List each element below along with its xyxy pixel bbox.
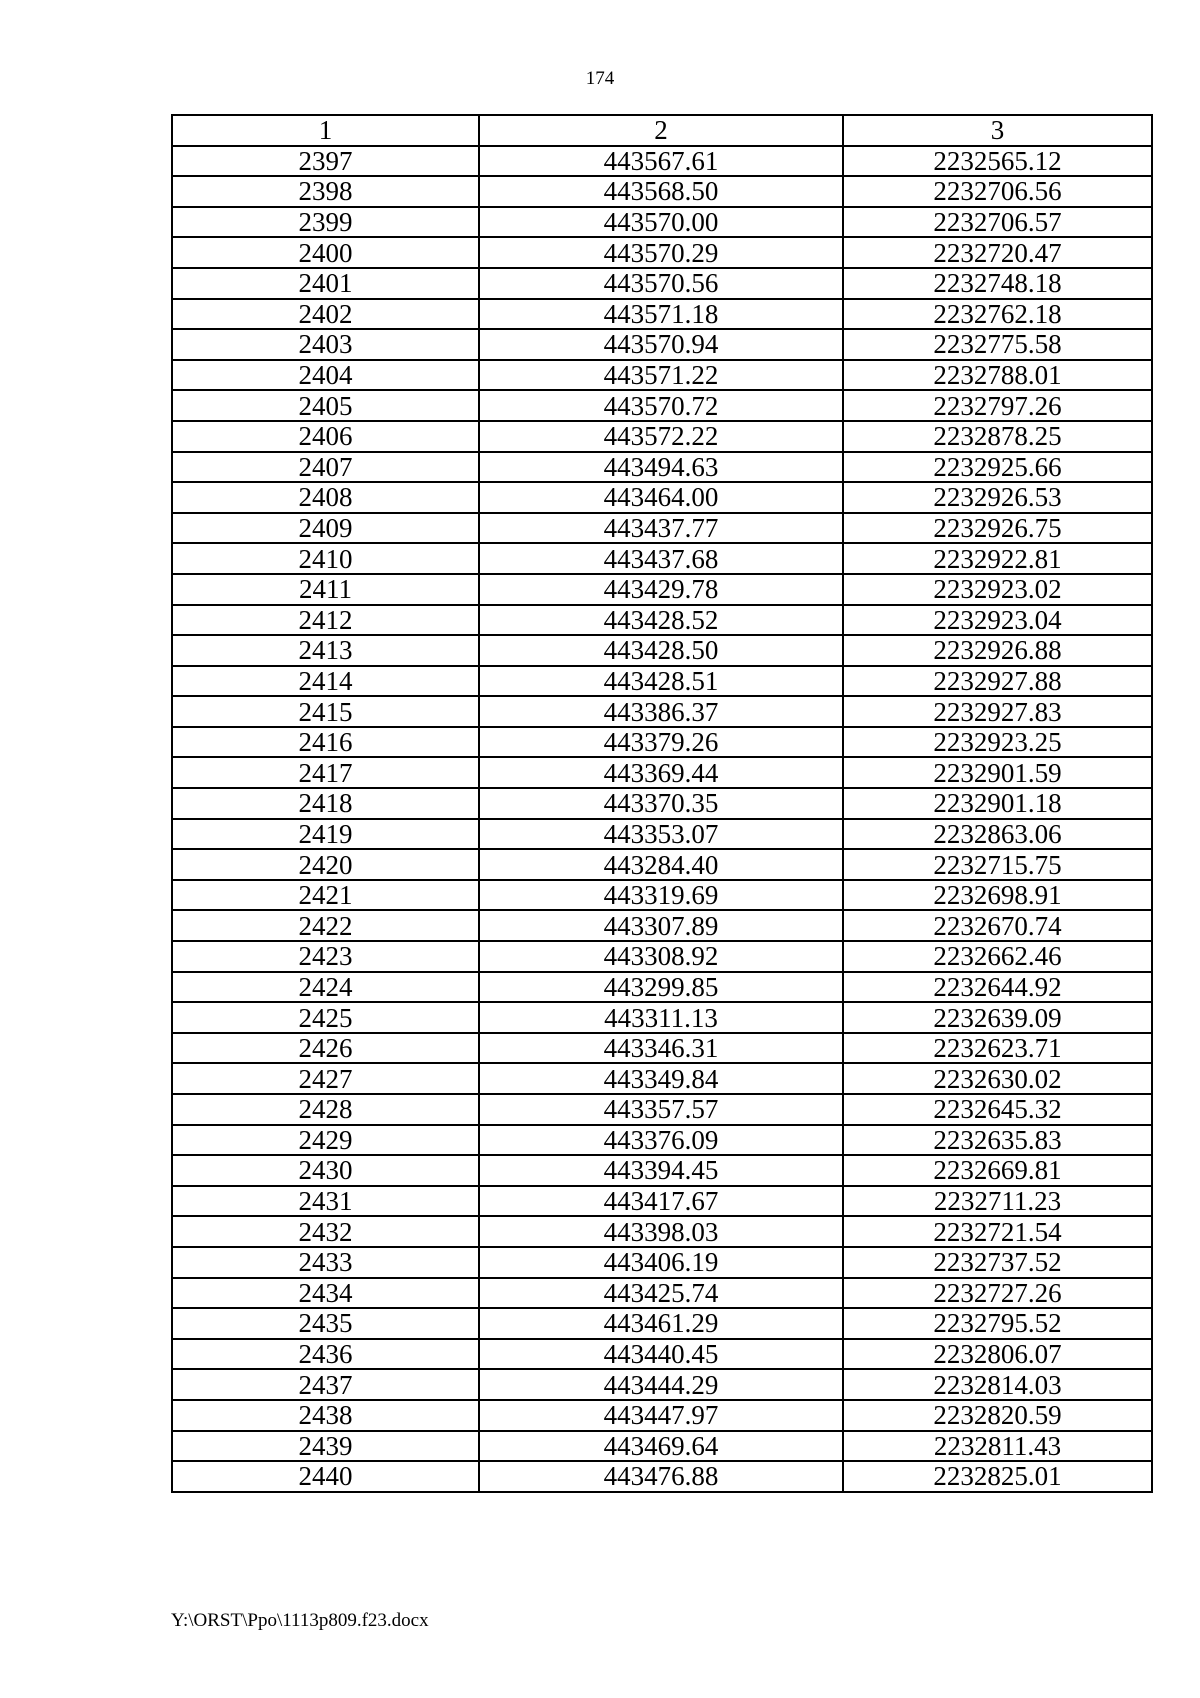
table-row bbox=[172, 727, 1152, 758]
table-row bbox=[172, 972, 1152, 1003]
point-number-cell: 2405 bbox=[172, 390, 479, 421]
point-number-cell: 2420 bbox=[172, 849, 479, 880]
x-coordinate-cell: 443494.63 bbox=[479, 452, 843, 483]
y-coordinate-cell: 2232811.43 bbox=[843, 1431, 1152, 1462]
x-coordinate-cell: 443571.18 bbox=[479, 299, 843, 330]
x-coordinate-cell: 443370.35 bbox=[479, 788, 843, 819]
x-coordinate-cell: 443567.61 bbox=[479, 146, 843, 177]
x-coordinate-cell: 443428.51 bbox=[479, 666, 843, 697]
x-coordinate-cell: 443425.74 bbox=[479, 1278, 843, 1309]
point-number-cell: 2421 bbox=[172, 880, 479, 911]
x-coordinate-cell: 443440.45 bbox=[479, 1339, 843, 1370]
point-number-cell: 2424 bbox=[172, 972, 479, 1003]
table-row bbox=[172, 268, 1152, 299]
point-number-cell: 2432 bbox=[172, 1216, 479, 1247]
point-number-cell: 2401 bbox=[172, 268, 479, 299]
y-coordinate-cell: 2232926.75 bbox=[843, 513, 1152, 544]
point-number-cell: 2430 bbox=[172, 1155, 479, 1186]
table-row bbox=[172, 605, 1152, 636]
table-row bbox=[172, 849, 1152, 880]
table-row bbox=[172, 1339, 1152, 1370]
point-number-cell: 2397 bbox=[172, 146, 479, 177]
table-row bbox=[172, 696, 1152, 727]
point-number-cell: 2404 bbox=[172, 360, 479, 391]
y-coordinate-cell: 2232670.74 bbox=[843, 910, 1152, 941]
x-coordinate-cell: 443376.09 bbox=[479, 1125, 843, 1156]
y-coordinate-cell: 2232644.92 bbox=[843, 972, 1152, 1003]
table-header-row bbox=[172, 115, 1152, 146]
point-number-cell: 2437 bbox=[172, 1369, 479, 1400]
x-coordinate-cell: 443437.68 bbox=[479, 543, 843, 574]
y-coordinate-cell: 2232706.56 bbox=[843, 176, 1152, 207]
table-row bbox=[172, 788, 1152, 819]
point-number-cell: 2429 bbox=[172, 1125, 479, 1156]
x-coordinate-cell: 443406.19 bbox=[479, 1247, 843, 1278]
table-row bbox=[172, 146, 1152, 177]
point-number-cell: 2407 bbox=[172, 452, 479, 483]
point-number-cell: 2438 bbox=[172, 1400, 479, 1431]
footer-file-path: Y:\ORST\Ppo\1113p809.f23.docx bbox=[171, 1610, 429, 1631]
x-coordinate-cell: 443349.84 bbox=[479, 1063, 843, 1094]
point-number-cell: 2399 bbox=[172, 207, 479, 238]
point-number-cell: 2433 bbox=[172, 1247, 479, 1278]
table-row bbox=[172, 360, 1152, 391]
point-number-cell: 2431 bbox=[172, 1186, 479, 1217]
table-row bbox=[172, 1278, 1152, 1309]
table-row bbox=[172, 1033, 1152, 1064]
table-row bbox=[172, 757, 1152, 788]
point-number-cell: 2425 bbox=[172, 1002, 479, 1033]
point-number-cell: 2419 bbox=[172, 819, 479, 850]
table-row bbox=[172, 1369, 1152, 1400]
point-number-cell: 2411 bbox=[172, 574, 479, 605]
x-coordinate-cell: 443386.37 bbox=[479, 696, 843, 727]
y-coordinate-cell: 2232923.04 bbox=[843, 605, 1152, 636]
point-number-cell: 2402 bbox=[172, 299, 479, 330]
x-coordinate-cell: 443568.50 bbox=[479, 176, 843, 207]
x-coordinate-cell: 443437.77 bbox=[479, 513, 843, 544]
table-row bbox=[172, 1308, 1152, 1339]
table-row bbox=[172, 1125, 1152, 1156]
point-number-cell: 2434 bbox=[172, 1278, 479, 1309]
table-row bbox=[172, 635, 1152, 666]
point-number-cell: 2415 bbox=[172, 696, 479, 727]
table-row bbox=[172, 513, 1152, 544]
point-number-cell: 2409 bbox=[172, 513, 479, 544]
x-coordinate-cell: 443346.31 bbox=[479, 1033, 843, 1064]
y-coordinate-cell: 2232923.02 bbox=[843, 574, 1152, 605]
x-coordinate-cell: 443570.00 bbox=[479, 207, 843, 238]
x-coordinate-cell: 443444.29 bbox=[479, 1369, 843, 1400]
y-coordinate-cell: 2232762.18 bbox=[843, 299, 1152, 330]
point-number-cell: 2427 bbox=[172, 1063, 479, 1094]
y-coordinate-cell: 2232721.54 bbox=[843, 1216, 1152, 1247]
y-coordinate-cell: 2232922.81 bbox=[843, 543, 1152, 574]
y-coordinate-cell: 2232878.25 bbox=[843, 421, 1152, 452]
x-coordinate-cell: 443353.07 bbox=[479, 819, 843, 850]
y-coordinate-cell: 2232630.02 bbox=[843, 1063, 1152, 1094]
table-row bbox=[172, 880, 1152, 911]
y-coordinate-cell: 2232727.26 bbox=[843, 1278, 1152, 1309]
x-coordinate-cell: 443379.26 bbox=[479, 727, 843, 758]
y-coordinate-cell: 2232926.53 bbox=[843, 482, 1152, 513]
y-coordinate-cell: 2232806.07 bbox=[843, 1339, 1152, 1370]
x-coordinate-cell: 443311.13 bbox=[479, 1002, 843, 1033]
column-header-1: 1 bbox=[172, 115, 479, 146]
y-coordinate-cell: 2232645.32 bbox=[843, 1094, 1152, 1125]
coordinates-table bbox=[171, 114, 1153, 1493]
y-coordinate-cell: 2232795.52 bbox=[843, 1308, 1152, 1339]
point-number-cell: 2423 bbox=[172, 941, 479, 972]
x-coordinate-cell: 443570.94 bbox=[479, 329, 843, 360]
point-number-cell: 2436 bbox=[172, 1339, 479, 1370]
table-row bbox=[172, 421, 1152, 452]
point-number-cell: 2428 bbox=[172, 1094, 479, 1125]
x-coordinate-cell: 443469.64 bbox=[479, 1431, 843, 1462]
y-coordinate-cell: 2232923.25 bbox=[843, 727, 1152, 758]
table-row bbox=[172, 666, 1152, 697]
table-row bbox=[172, 1155, 1152, 1186]
table-row bbox=[172, 390, 1152, 421]
table-row bbox=[172, 543, 1152, 574]
y-coordinate-cell: 2232639.09 bbox=[843, 1002, 1152, 1033]
y-coordinate-cell: 2232748.18 bbox=[843, 268, 1152, 299]
table-row bbox=[172, 176, 1152, 207]
y-coordinate-cell: 2232737.52 bbox=[843, 1247, 1152, 1278]
y-coordinate-cell: 2232814.03 bbox=[843, 1369, 1152, 1400]
point-number-cell: 2403 bbox=[172, 329, 479, 360]
table-row bbox=[172, 1247, 1152, 1278]
table-row bbox=[172, 819, 1152, 850]
table-row bbox=[172, 482, 1152, 513]
y-coordinate-cell: 2232820.59 bbox=[843, 1400, 1152, 1431]
point-number-cell: 2398 bbox=[172, 176, 479, 207]
x-coordinate-cell: 443570.29 bbox=[479, 237, 843, 268]
y-coordinate-cell: 2232863.06 bbox=[843, 819, 1152, 850]
page-number: 174 bbox=[585, 68, 615, 89]
x-coordinate-cell: 443308.92 bbox=[479, 941, 843, 972]
table-row bbox=[172, 1002, 1152, 1033]
x-coordinate-cell: 443428.52 bbox=[479, 605, 843, 636]
table-row bbox=[172, 1431, 1152, 1462]
point-number-cell: 2400 bbox=[172, 237, 479, 268]
y-coordinate-cell: 2232565.12 bbox=[843, 146, 1152, 177]
x-coordinate-cell: 443357.57 bbox=[479, 1094, 843, 1125]
x-coordinate-cell: 443461.29 bbox=[479, 1308, 843, 1339]
point-number-cell: 2418 bbox=[172, 788, 479, 819]
x-coordinate-cell: 443429.78 bbox=[479, 574, 843, 605]
y-coordinate-cell: 2232825.01 bbox=[843, 1461, 1152, 1492]
point-number-cell: 2413 bbox=[172, 635, 479, 666]
y-coordinate-cell: 2232901.59 bbox=[843, 757, 1152, 788]
point-number-cell: 2408 bbox=[172, 482, 479, 513]
table-row bbox=[172, 237, 1152, 268]
point-number-cell: 2422 bbox=[172, 910, 479, 941]
point-number-cell: 2416 bbox=[172, 727, 479, 758]
table-row bbox=[172, 941, 1152, 972]
table-row bbox=[172, 299, 1152, 330]
x-coordinate-cell: 443571.22 bbox=[479, 360, 843, 391]
table-row bbox=[172, 1094, 1152, 1125]
y-coordinate-cell: 2232711.23 bbox=[843, 1186, 1152, 1217]
y-coordinate-cell: 2232775.58 bbox=[843, 329, 1152, 360]
table-row bbox=[172, 1461, 1152, 1492]
y-coordinate-cell: 2232925.66 bbox=[843, 452, 1152, 483]
table-row bbox=[172, 1400, 1152, 1431]
y-coordinate-cell: 2232720.47 bbox=[843, 237, 1152, 268]
table-row bbox=[172, 1063, 1152, 1094]
point-number-cell: 2426 bbox=[172, 1033, 479, 1064]
point-number-cell: 2435 bbox=[172, 1308, 479, 1339]
point-number-cell: 2414 bbox=[172, 666, 479, 697]
x-coordinate-cell: 443570.72 bbox=[479, 390, 843, 421]
y-coordinate-cell: 2232926.88 bbox=[843, 635, 1152, 666]
column-header-3: 3 bbox=[843, 115, 1152, 146]
table-row bbox=[172, 329, 1152, 360]
coordinates-table-body bbox=[172, 115, 1152, 1492]
y-coordinate-cell: 2232698.91 bbox=[843, 880, 1152, 911]
point-number-cell: 2440 bbox=[172, 1461, 479, 1492]
table-row bbox=[172, 452, 1152, 483]
table-row bbox=[172, 910, 1152, 941]
point-number-cell: 2406 bbox=[172, 421, 479, 452]
y-coordinate-cell: 2232623.71 bbox=[843, 1033, 1152, 1064]
y-coordinate-cell: 2232662.46 bbox=[843, 941, 1152, 972]
table-row bbox=[172, 207, 1152, 238]
table-row bbox=[172, 574, 1152, 605]
y-coordinate-cell: 2232706.57 bbox=[843, 207, 1152, 238]
column-header-2: 2 bbox=[479, 115, 843, 146]
table-row bbox=[172, 1216, 1152, 1247]
x-coordinate-cell: 443417.67 bbox=[479, 1186, 843, 1217]
y-coordinate-cell: 2232669.81 bbox=[843, 1155, 1152, 1186]
x-coordinate-cell: 443284.40 bbox=[479, 849, 843, 880]
x-coordinate-cell: 443398.03 bbox=[479, 1216, 843, 1247]
x-coordinate-cell: 443447.97 bbox=[479, 1400, 843, 1431]
point-number-cell: 2410 bbox=[172, 543, 479, 574]
x-coordinate-cell: 443319.69 bbox=[479, 880, 843, 911]
point-number-cell: 2412 bbox=[172, 605, 479, 636]
x-coordinate-cell: 443464.00 bbox=[479, 482, 843, 513]
x-coordinate-cell: 443299.85 bbox=[479, 972, 843, 1003]
x-coordinate-cell: 443572.22 bbox=[479, 421, 843, 452]
x-coordinate-cell: 443476.88 bbox=[479, 1461, 843, 1492]
y-coordinate-cell: 2232788.01 bbox=[843, 360, 1152, 391]
y-coordinate-cell: 2232901.18 bbox=[843, 788, 1152, 819]
point-number-cell: 2439 bbox=[172, 1431, 479, 1462]
y-coordinate-cell: 2232715.75 bbox=[843, 849, 1152, 880]
x-coordinate-cell: 443570.56 bbox=[479, 268, 843, 299]
y-coordinate-cell: 2232797.26 bbox=[843, 390, 1152, 421]
x-coordinate-cell: 443428.50 bbox=[479, 635, 843, 666]
y-coordinate-cell: 2232927.83 bbox=[843, 696, 1152, 727]
table-row bbox=[172, 1186, 1152, 1217]
point-number-cell: 2417 bbox=[172, 757, 479, 788]
x-coordinate-cell: 443369.44 bbox=[479, 757, 843, 788]
y-coordinate-cell: 2232635.83 bbox=[843, 1125, 1152, 1156]
x-coordinate-cell: 443307.89 bbox=[479, 910, 843, 941]
y-coordinate-cell: 2232927.88 bbox=[843, 666, 1152, 697]
x-coordinate-cell: 443394.45 bbox=[479, 1155, 843, 1186]
